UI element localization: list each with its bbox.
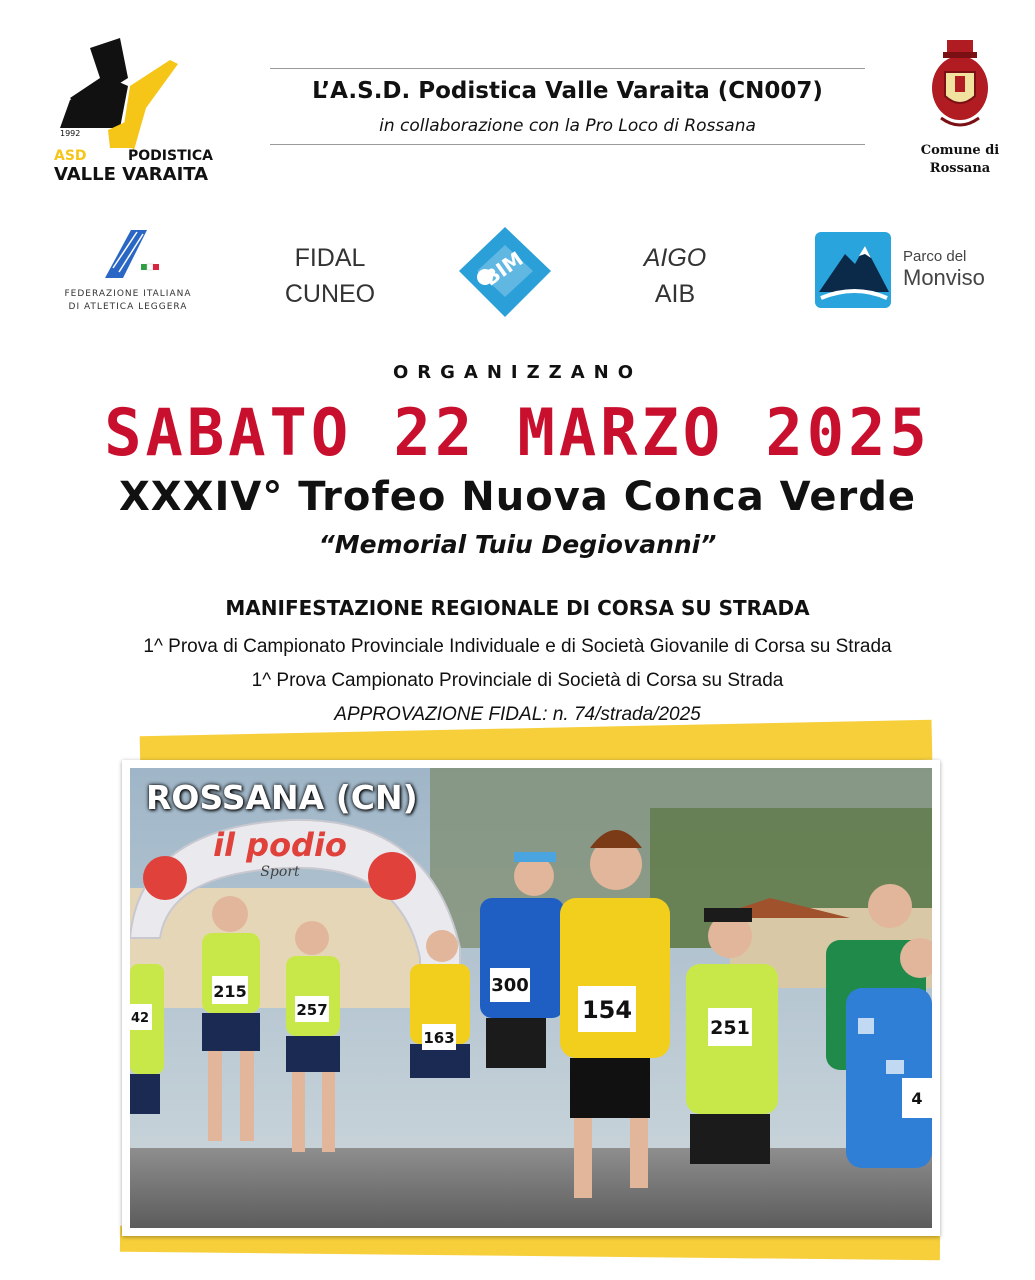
comune-rossana-crest [900,36,1020,186]
svg-text:257: 257 [296,1001,328,1019]
svg-text:154: 154 [581,996,633,1024]
svg-text:VALLE VARAITA: VALLE VARAITA [54,164,209,185]
svg-text:1992: 1992 [60,129,81,138]
bim-logo [455,225,555,320]
organizer-title: L’A.S.D. Podistica Valle Varaita (CN007) [312,78,823,104]
fidal-text-line1: FEDERAZIONE ITALIANA [64,289,192,299]
event-title: XXXIV° Trofeo Nuova Conca Verde [118,474,917,520]
organizer-subtitle: in collaborazione con la Pro Loco di Rossana [379,116,756,136]
header-rule-bottom [270,144,865,145]
fidal-runner-icon [93,228,163,280]
aigo-line1: AIGO [643,244,707,272]
runner-left-edge [130,964,164,1114]
parco-monviso-logo [815,232,1015,312]
aigo-aib-label [625,240,725,312]
championship-line-2: 1^ Prova Campionato Provinciale di Società di Corsa su Strada [251,670,784,691]
monviso-line2: Monviso [903,265,985,290]
fidal-cuneo-label [270,240,390,312]
fidal-approval: APPROVAZIONE FIDAL: n. 74/strada/2025 [334,704,701,725]
crest-icon [925,36,995,132]
svg-text:4: 4 [911,1089,923,1108]
svg-text:163: 163 [423,1029,455,1047]
svg-text:42: 42 [130,1011,150,1026]
race-photo [130,768,932,1228]
fidal-cuneo-line2: CUNEO [284,280,376,308]
svg-text:251: 251 [710,1017,750,1039]
fidal-text-line2: DI ATLETICA LEGGERA [68,302,188,312]
svg-text:Sport: Sport [260,864,300,880]
aigo-line2: AIB [654,280,696,308]
fidal-logo [48,228,208,318]
comune-label-line1: Comune di [920,143,1000,158]
location-label: ROSSANA (CN) [146,778,418,817]
svg-text:PODISTICA: PODISTICA [128,148,213,164]
monviso-line1: Parco del [903,248,967,265]
svg-text:300: 300 [491,975,529,996]
asd-podistica-logo [50,38,230,188]
event-type: MANIFESTAZIONE REGIONALE DI CORSA SU STRADA [225,596,810,620]
header-rule-top [270,68,865,69]
organizzano-label: ORGANIZZANO [392,362,643,383]
mountain-icon [815,232,895,308]
svg-text:il podio: il podio [213,826,347,864]
memorial-subtitle: “Memorial Tuiu Degiovanni” [318,530,717,559]
fidal-cuneo-line1: FIDAL [294,244,366,272]
championship-line-1: 1^ Prova di Campionato Provinciale Individuale e di Società Giovanile di Corsa su Strada [143,636,892,657]
comune-label-line2: Rossana [929,161,991,176]
svg-text:BIM: BIM [478,246,528,291]
svg-text:215: 215 [213,982,247,1001]
svg-text:ASD: ASD [54,148,87,164]
event-date: SABATO 22 MARZO 2025 [104,394,931,471]
